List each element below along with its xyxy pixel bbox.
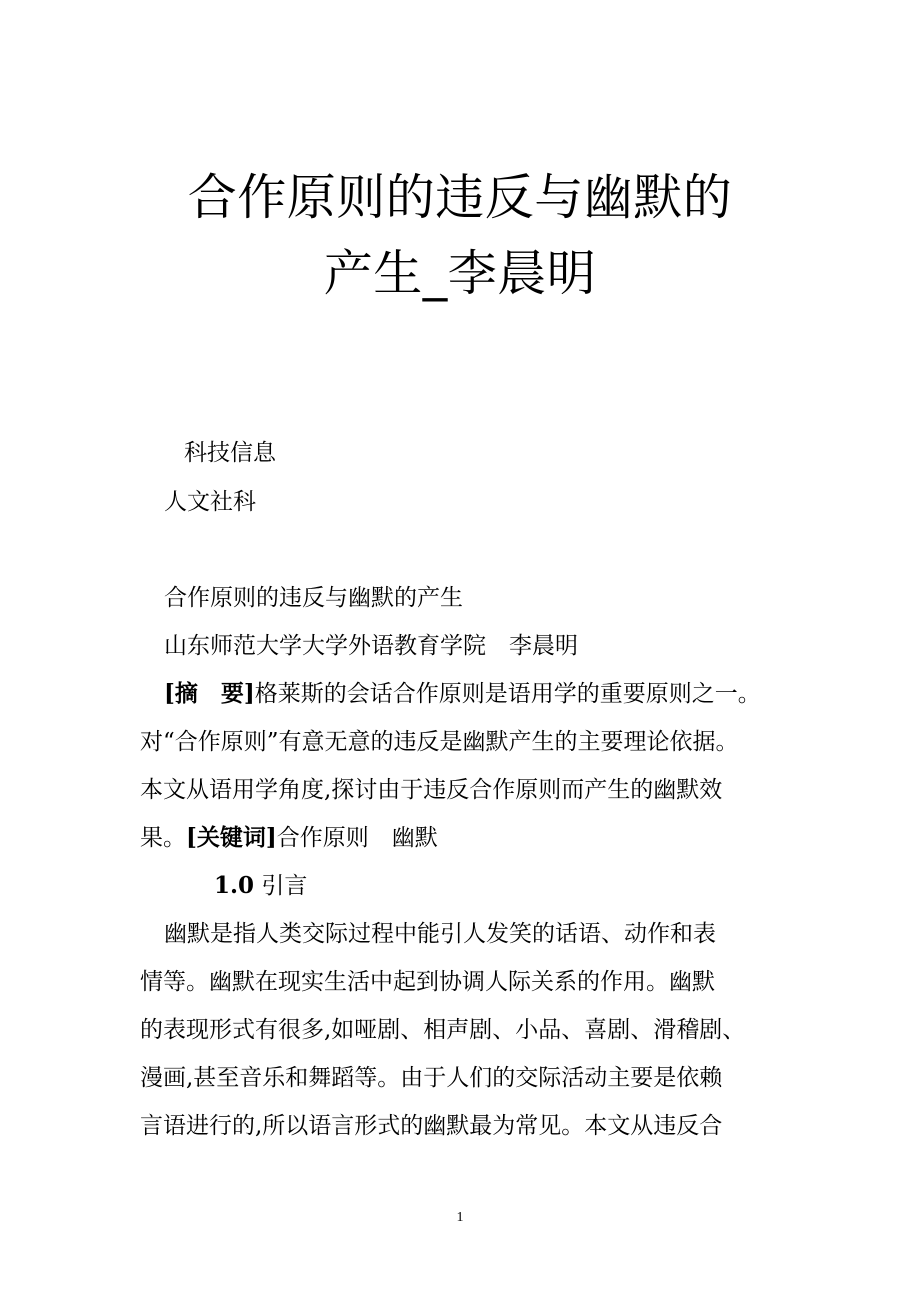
abstract-line-3: 本文从语用学角度,探讨由于违反合作原则而产生的幽默效	[140, 777, 723, 803]
author-affiliation: 山东师范大学大学外语教育学院 李晨明	[164, 633, 578, 659]
keywords-label: [关键词]	[186, 824, 277, 851]
document-title-line-1: 合作原则的违反与幽默的	[187, 169, 733, 226]
source-label: 科技信息	[184, 440, 276, 466]
abstract-line-4	[140, 820, 438, 856]
body-line-5: 言语进行的,所以语言形式的幽默最为常见。本文从违反合	[140, 1113, 723, 1139]
category-label: 人文社科	[164, 489, 256, 515]
abstract-label: [摘 要]	[164, 680, 255, 707]
body-line-3: 的表现形式有很多,如哑剧、相声剧、小品、喜剧、滑稽剧、	[140, 1017, 746, 1043]
page-number: 1	[456, 1210, 464, 1225]
abstract-text-4: 果。	[140, 825, 186, 851]
section-heading	[214, 868, 307, 904]
body-line-4: 漫画,甚至音乐和舞蹈等。由于人们的交际活动主要是依赖	[140, 1065, 723, 1091]
abstract-text-1: 格莱斯的会话合作原则是语用学的重要原则之一。	[254, 681, 761, 707]
section-title: 引言	[254, 873, 308, 899]
body-line-2: 情等。幽默在现实生活中起到协调人际关系的作用。幽默	[140, 969, 715, 995]
document-title-line-2: 产生_李晨明	[323, 245, 597, 302]
abstract-line-1	[164, 676, 761, 712]
body-line-1: 幽默是指人类交际过程中能引人发笑的话语、动作和表	[164, 921, 716, 947]
keywords-text: 合作原则 幽默	[276, 825, 438, 851]
abstract-line-2: 对“合作原则”有意无意的违反是幽默产生的主要理论依据。	[140, 729, 739, 755]
article-title: 合作原则的违反与幽默的产生	[164, 585, 463, 611]
section-number: 1.0	[214, 872, 255, 899]
